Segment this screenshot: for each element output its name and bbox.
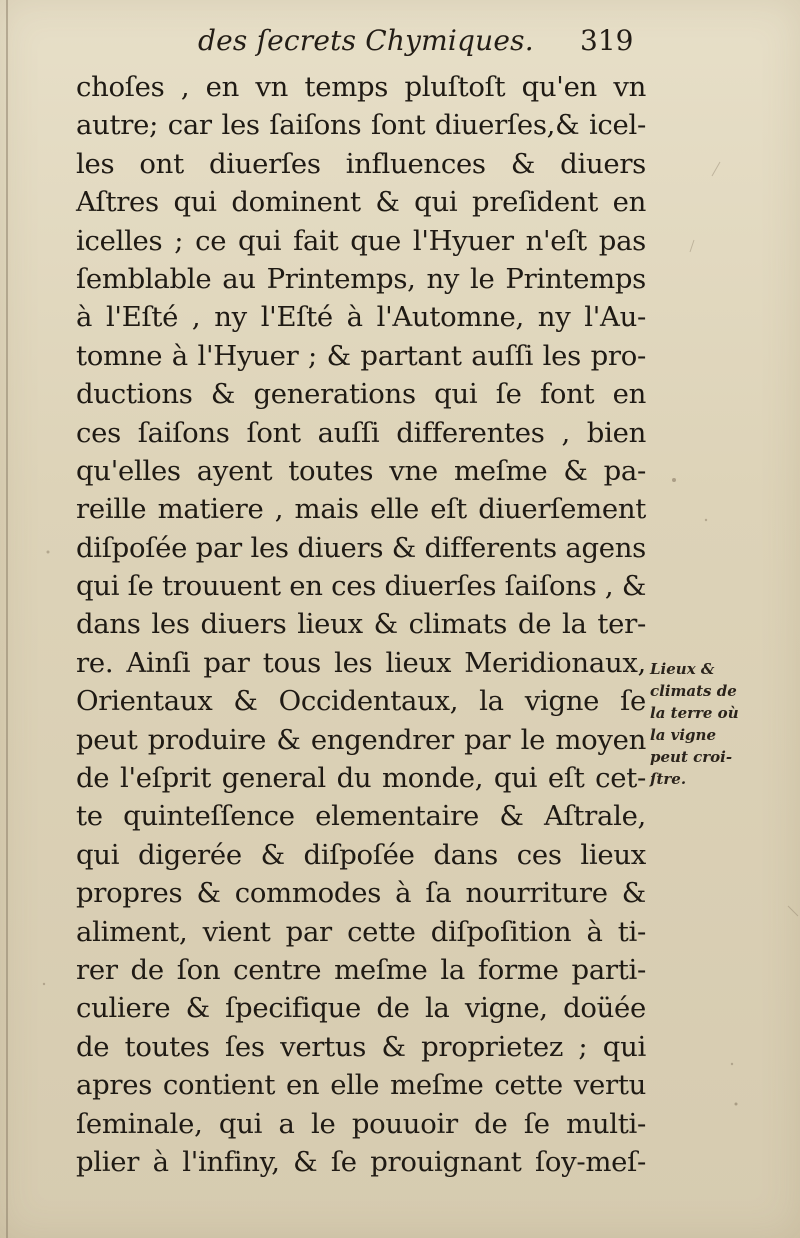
text-line: icelles ; ce qui fait que l'Hyuer n'eſt pas [76, 224, 646, 257]
text-line: ſemblable au Printemps, ny le Printemps [76, 262, 646, 295]
text-line: ſeminale, qui a le pouuoir de ſe multi- [76, 1107, 646, 1140]
text-line: qui ſe trouuent en ces diuerſes ſaiſons , & [76, 570, 646, 603]
text-line: les ont diuerſes influences & diuers [76, 147, 646, 180]
marginal-note-line: Lieux & [650, 660, 715, 678]
text-line: dans les diuers lieux & climats de la ter- [76, 608, 646, 641]
text-line: apres contient en elle meſme cette vertu [76, 1069, 646, 1102]
text-line: propres & commodes à ſa nourriture & [76, 877, 646, 910]
text-line: rer de ſon centre meſme la forme parti- [76, 953, 646, 986]
text-line: aliment, vient par cette diſpoſition à ti- [76, 915, 646, 948]
text-line: ces ſaiſons ſont auſſi differentes , bien [76, 416, 646, 449]
marginal-note-line: climats de [650, 682, 737, 700]
marginal-note-line: peut croi- [650, 748, 733, 766]
text-line: plier à l'infiny, & ſe prouignant ſoy-meſ- [76, 1145, 646, 1178]
text-line: te quinteſſence elementaire & Aſtrale, [76, 800, 646, 833]
text-line: ductions & generations qui ſe font en [76, 378, 646, 411]
text-line: Orientaux & Occidentaux, la vigne ſe [76, 685, 646, 718]
text-line: reille matiere , mais elle eſt diuerſement [76, 493, 646, 526]
text-line: qui digerée & diſpoſée dans ces lieux [76, 838, 646, 871]
marginal-note-line: la terre où [650, 704, 739, 722]
gutter-edge [6, 0, 8, 1238]
page-number: 319 [580, 24, 634, 57]
text-line: Aſtres qui dominent & qui preſident en [76, 186, 646, 219]
text-line: qu'elles ayent toutes vne meſme & pa- [76, 454, 646, 487]
running-title: des ſecrets Chymiques. [198, 24, 534, 57]
text-line: peut produire & engendrer par le moyen [76, 723, 646, 756]
text-line: re. Ainſi par tous les lieux Meridionaux, [76, 646, 646, 679]
text-line: à l'Eſté , ny l'Eſté à l'Automne, ny l'Au- [76, 301, 646, 334]
text-line: choſes , en vn temps pluſtoſt qu'en vn [76, 71, 646, 103]
marginal-note-line: ſtre. [650, 770, 687, 788]
text-line: de l'eſprit general du monde, qui eſt cet- [76, 762, 646, 795]
body-text [76, 68, 646, 1181]
text-line: culiere & ſpecifique de la vigne, doüée [76, 992, 646, 1025]
text-line: tomne à l'Hyuer ; & partant auſſi les pro- [76, 339, 646, 372]
marginal-note-line: la vigne [650, 726, 716, 744]
text-line: de toutes ſes vertus & proprietez ; qui [76, 1030, 646, 1063]
text-line: diſpoſée par les diuers & differents agens [76, 531, 646, 564]
text-line: autre; car les ſaiſons ſont diuerſes,& icel- [76, 109, 646, 142]
marginal-note [650, 658, 770, 790]
page-header [0, 18, 800, 68]
